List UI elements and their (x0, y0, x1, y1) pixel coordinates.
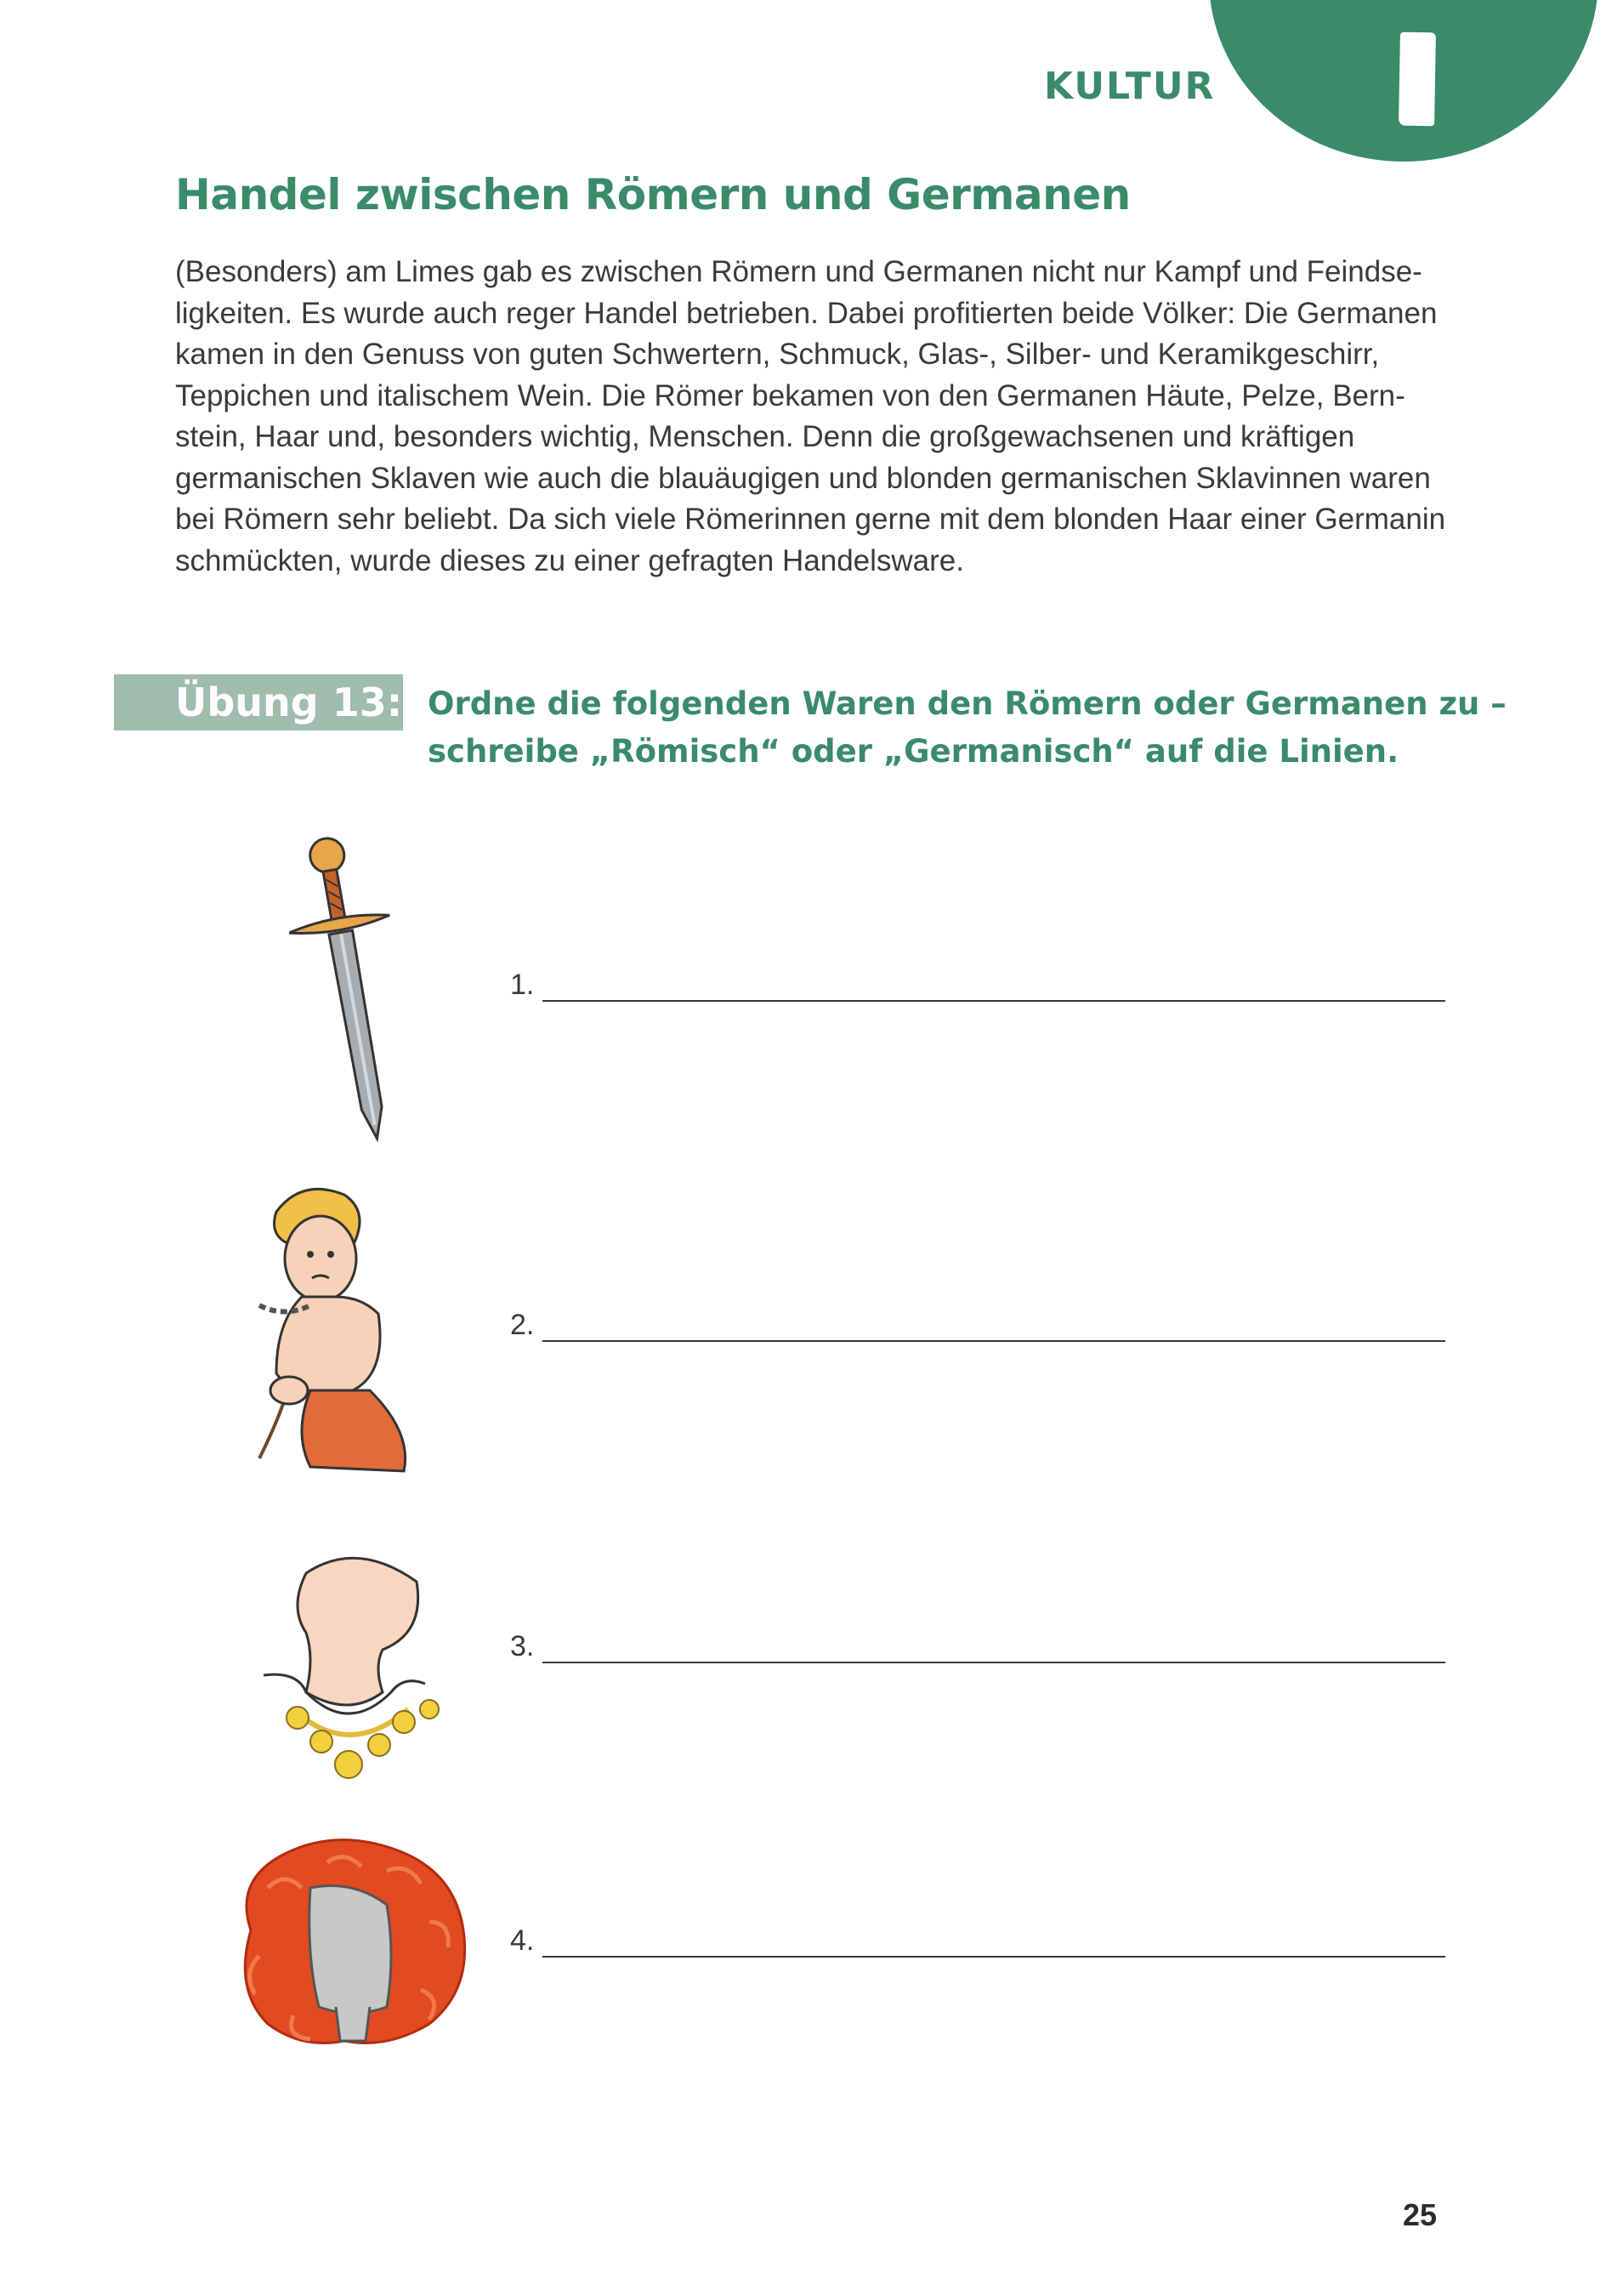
body-line: bei Römern sehr beliebt. Da sich viele Römerinnen gerne mit dem blonden Haar einer Germanin (175, 503, 1446, 536)
body-line: stein, Haar und, besonders wichtig, Menschen. Denn die großgewachsenen und kräftigen (175, 420, 1355, 453)
answer-line-3[interactable] (542, 1662, 1445, 1663)
page-title: Handel zwischen Römern und Germanen (175, 170, 1131, 219)
answer-row-2 (510, 1291, 1445, 1342)
answer-number: 1. (510, 969, 535, 1001)
answer-row-4 (510, 1907, 1445, 1958)
body-line: schmückten, wurde dieses zu einer gefragten Handelsware. (175, 543, 964, 577)
exercise-label-box: Übung 13: (114, 674, 403, 730)
necklace-icon (255, 1548, 442, 1794)
answer-number: 4. (510, 1924, 535, 1957)
body-line: Teppichen und italischem Wein. Die Römer bekamen von den Germanen Häute, Pelze, Bern- (175, 378, 1405, 412)
slave-icon (242, 1178, 438, 1484)
answer-line-1[interactable] (542, 1000, 1445, 1002)
answer-line-2[interactable] (542, 1340, 1445, 1342)
answer-row-3 (510, 1612, 1445, 1663)
body-line: ligkeiten. Es wurde auch reger Handel betrieben. Dabei profitierten beide Völker: Die Germanen (175, 296, 1438, 330)
section-label: KULTUR (1044, 65, 1216, 108)
body-paragraph (175, 252, 1450, 582)
answer-number: 2. (510, 1309, 535, 1341)
chapter-numeral-icon (1399, 32, 1436, 127)
answer-row-1 (510, 951, 1445, 1002)
answer-number: 3. (510, 1630, 535, 1662)
red-hair-icon (217, 1828, 480, 2058)
body-line: kamen in den Genuss von guten Schwertern, Schmuck, Glas-, Silber- und Keramikgeschirr, (175, 338, 1380, 371)
sword-icon (289, 829, 417, 1144)
answer-line-4[interactable] (542, 1956, 1445, 1958)
instruction-line: schreibe „Römisch“ oder „Germanisch“ auf die Linien. (428, 733, 1399, 770)
instruction-line: Ordne die folgenden Waren den Römern oder Germanen zu – (428, 685, 1507, 722)
body-line: (Besonders) am Limes gab es zwischen Römern und Germanen nicht nur Kampf und Feindse- (175, 255, 1422, 288)
body-line: germanischen Sklaven wie auch die blauäugigen und blonden germanischen Sklavinnen waren (175, 461, 1431, 495)
page-number: 25 (1403, 2197, 1438, 2232)
exercise-instruction (428, 680, 1507, 776)
